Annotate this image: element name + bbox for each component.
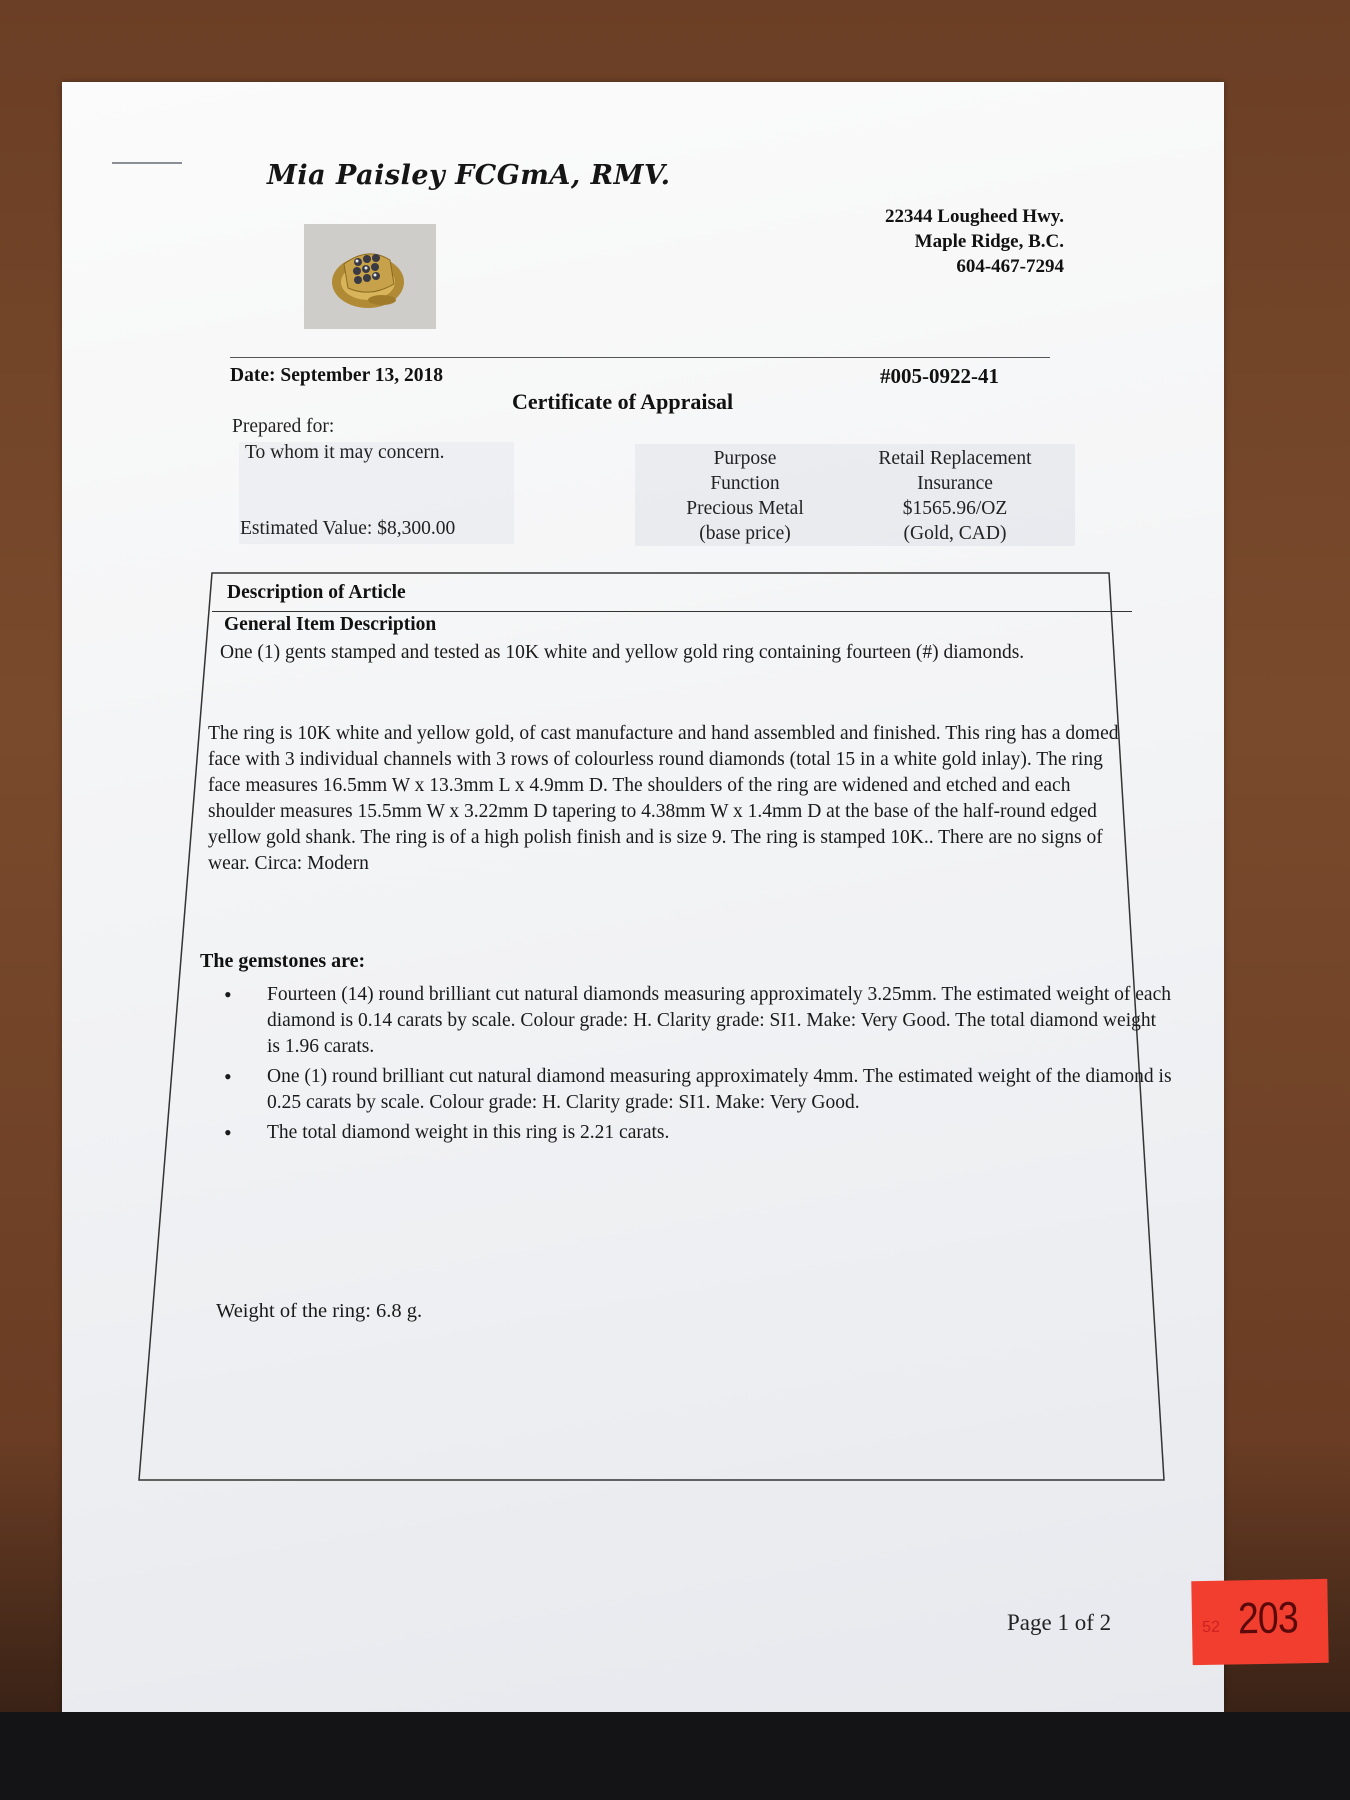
general-description-title: General Item Description: [224, 614, 437, 635]
background-floor: [0, 1712, 1350, 1800]
article-header: Description of Article: [227, 582, 406, 603]
address-street: 22344 Lougheed Hwy.: [885, 206, 1064, 227]
prepared-for-value: To whom it may concern.: [245, 442, 445, 463]
value-purpose: Retail Replacement: [878, 448, 1032, 469]
address-city: Maple Ridge, B.C.: [914, 231, 1064, 252]
staple-mark: [112, 162, 182, 164]
general-description-text: One (1) gents stamped and tested as 10K white and yellow gold ring containing fourteen (#) diamonds.: [220, 642, 1025, 663]
lot-sticker: [1191, 1579, 1328, 1665]
gemstone-item: • Fourteen (14) round brilliant cut natural diamonds measuring approximately 3.25mm. The estimated weight of each diamond is 0.14 carats by scale. Colour grade: H. Clarity grade: SI1. Make: Very Good. The total diamond weight is 1.96 carats.: [212, 982, 1172, 1060]
label-function: Function: [710, 473, 780, 494]
label-purpose: Purpose: [713, 448, 777, 469]
gemstone-item: • One (1) round brilliant cut natural diamond measuring approximately 4mm. The estimated weight of the diamond is 0.25 carats by scale. Colour grade: H. Clarity grade: SI1. Make: Very Good.: [212, 1064, 1172, 1116]
value-function: Insurance: [917, 473, 993, 494]
sticker-small-number: 52: [1201, 1618, 1221, 1637]
ring-photo: [304, 224, 436, 329]
estimated-value: Estimated Value: $8,300.00: [240, 518, 456, 539]
sticker-lot-number: 203: [1237, 1593, 1299, 1644]
appraisal-date: Date: September 13, 2018: [230, 365, 444, 386]
appraisal-document: [62, 82, 1224, 1712]
appraiser-address: [885, 204, 1064, 279]
label-base-price: (base price): [699, 523, 791, 544]
details-labels: [662, 446, 828, 546]
ring-weight: Weight of the ring: 6.8 g.: [216, 1300, 423, 1322]
address-phone: 604-467-7294: [956, 256, 1064, 277]
value-metal-currency: (Gold, CAD): [903, 523, 1007, 544]
certificate-title: Certificate of Appraisal: [512, 389, 734, 414]
ring-description: The ring is 10K white and yellow gold, of cast manufacture and hand assembled and finished. This ring has a domed face with 3 individual channels with 3 rows of colourless round diamonds (total 15 in a white gold inlay). The ring face measures 16.5mm W x 13.3mm L x 4.9mm D. The shoulders of the ring are widened and etched and each shoulder measures 15.5mm W x 3.22mm D tapering to 4.38mm W x 1.4mm D at the base of the half-round edged yellow gold shank. The ring is of a high polish finish and is size 9. The ring is stamped 10K.. There are no signs of wear. Circa: Modern: [208, 723, 1119, 874]
page-number: Page 1 of 2: [1007, 1610, 1112, 1635]
prepared-for-label: Prepared for:: [232, 416, 335, 437]
header-divider: [230, 357, 1050, 358]
label-precious-metal: Precious Metal: [686, 498, 804, 519]
details-values: [850, 446, 1060, 546]
gemstones-list: [212, 982, 1172, 1150]
gemstone-item: • The total diamond weight in this ring is 2.21 carats.: [212, 1120, 1172, 1146]
certificate-number: #005-0922-41: [880, 364, 999, 388]
appraiser-name: Mia Paisley FCGmA, RMV.: [267, 160, 671, 191]
value-metal-price: $1565.96/OZ: [902, 498, 1008, 519]
gemstones-title: The gemstones are:: [200, 950, 366, 972]
